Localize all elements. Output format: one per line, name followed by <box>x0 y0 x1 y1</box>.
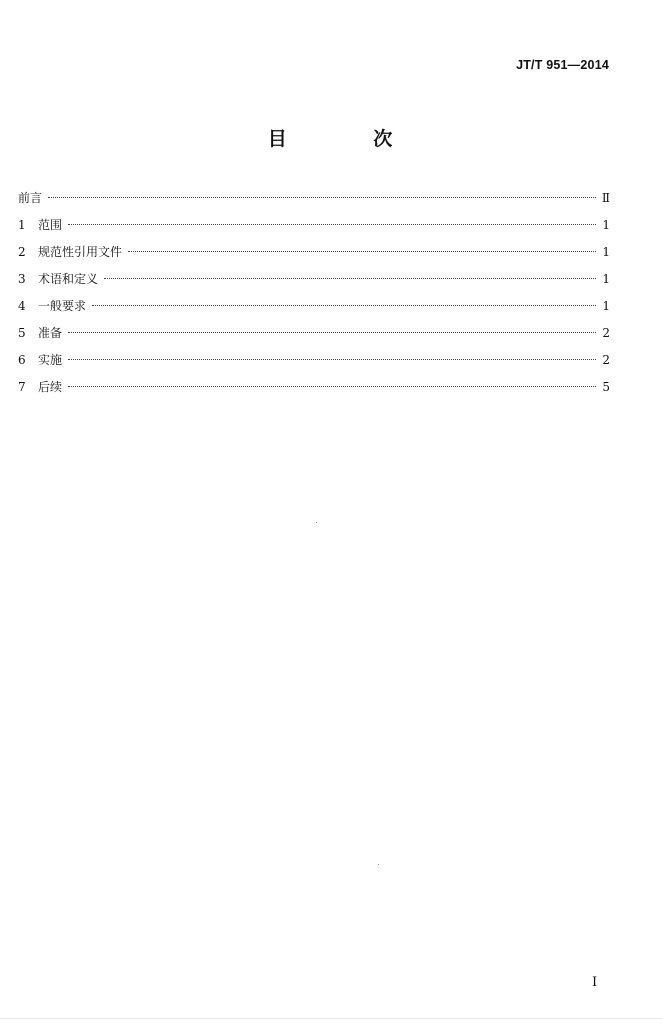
toc-entry-page: 1 <box>602 218 610 232</box>
toc-leader-dots <box>128 251 596 252</box>
toc-entry-number: 4 <box>18 299 26 313</box>
toc-entry-number: 6 <box>18 353 26 367</box>
table-of-contents <box>18 185 610 401</box>
toc-entry-label: 实施 <box>38 353 63 367</box>
toc-leader-dots <box>92 305 596 306</box>
toc-entry-1[interactable] <box>18 212 610 239</box>
toc-entry-page: 2 <box>602 353 610 367</box>
toc-leader-dots <box>68 386 596 387</box>
toc-entry-label: 术语和定义 <box>38 272 99 286</box>
toc-leader-dots <box>68 359 596 360</box>
toc-entry-number: 2 <box>18 245 26 259</box>
scan-speck <box>316 522 317 523</box>
toc-entry-number: 1 <box>18 218 26 232</box>
toc-entry-number: 3 <box>18 272 26 286</box>
toc-entry-label: 前言 <box>18 191 43 205</box>
toc-entry-page: 5 <box>602 380 610 394</box>
toc-entry-label: 后续 <box>38 380 63 394</box>
toc-entry-page: 2 <box>602 326 610 340</box>
toc-entry-page: 1 <box>602 299 610 313</box>
toc-entry-foreword[interactable] <box>18 185 610 212</box>
toc-leader-dots <box>48 197 596 198</box>
toc-entry-3[interactable] <box>18 266 610 293</box>
toc-entry-label: 准备 <box>38 326 63 340</box>
page-title: 目 次 <box>267 128 433 150</box>
page-number: Ⅰ <box>592 975 598 990</box>
toc-entry-page: Ⅱ <box>601 191 610 205</box>
toc-entry-label: 范围 <box>38 218 63 232</box>
toc-entry-5[interactable] <box>18 320 610 347</box>
toc-entry-number: 5 <box>18 326 26 340</box>
toc-entry-6[interactable] <box>18 347 610 374</box>
toc-leader-dots <box>68 332 596 333</box>
toc-entry-7[interactable] <box>18 374 610 401</box>
toc-entry-page: 1 <box>602 272 610 286</box>
toc-entry-number: 7 <box>18 380 26 394</box>
scan-speck <box>378 864 379 865</box>
toc-entry-4[interactable] <box>18 293 610 320</box>
page-bottom-edge <box>0 1018 663 1019</box>
toc-entry-label: 一般要求 <box>38 299 87 313</box>
toc-leader-dots <box>104 278 596 279</box>
toc-entry-page: 1 <box>602 245 610 259</box>
toc-entry-label: 规范性引用文件 <box>38 245 123 259</box>
toc-leader-dots <box>68 224 596 225</box>
toc-entry-2[interactable] <box>18 239 610 266</box>
document-code: JT/T 951—2014 <box>516 58 609 72</box>
